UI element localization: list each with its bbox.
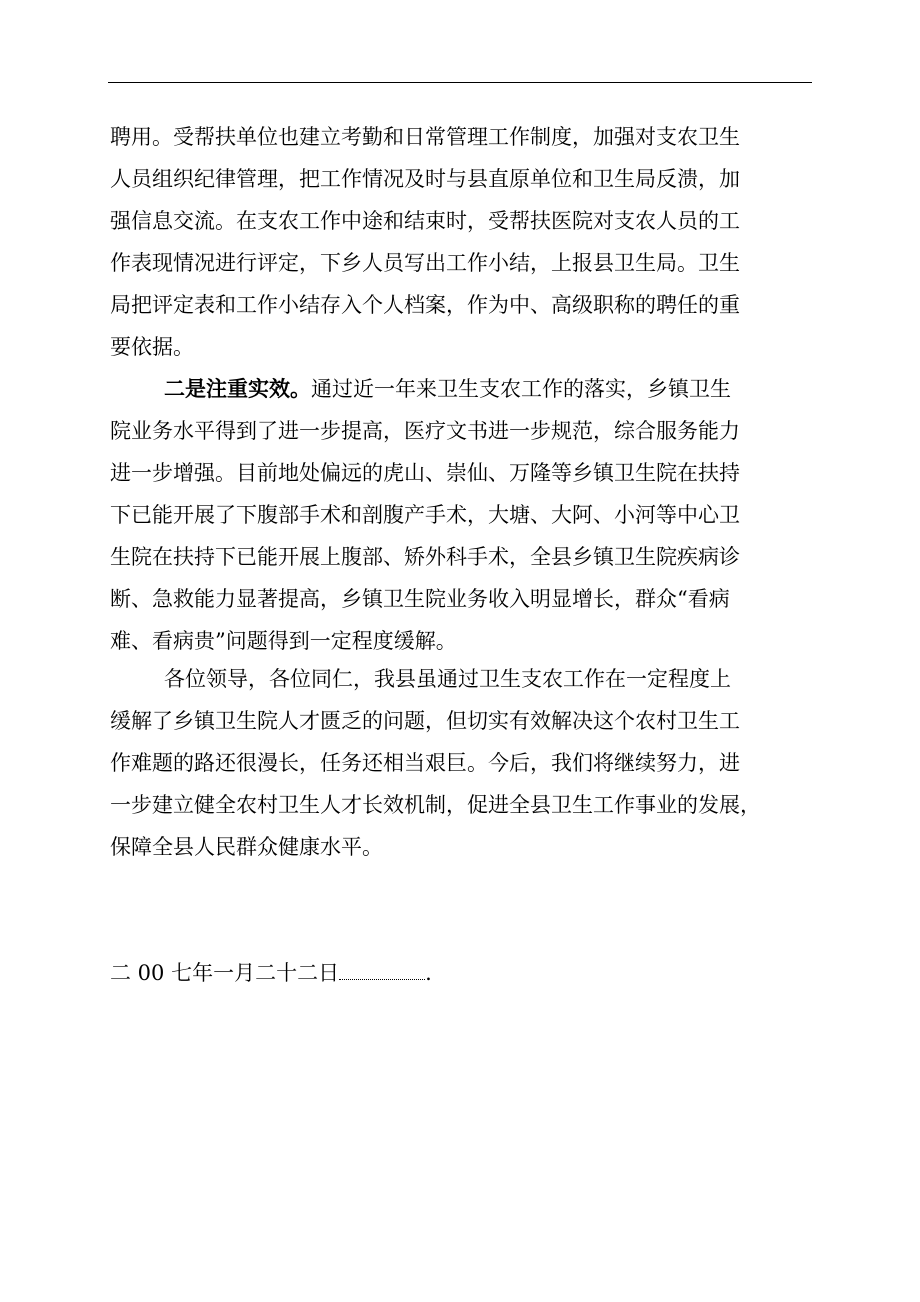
paragraph1-line-3: 强信息交流。在支农工作中途和结束时，受帮扶医院对支农人员的工 <box>110 209 740 233</box>
paragraph2-heading: 二是注重实效。 <box>164 376 311 401</box>
paragraph3-line-5: 保障全县人民群众健康水平。 <box>110 835 383 859</box>
paragraph2-line-4: 下已能开展了下腹部手术和剖腹产手术，大塘、大阿、小河等中心卫 <box>110 503 740 527</box>
paragraph2-line-2: 院业务水平得到了进一步提高，医疗文书进一步规范，综合服务能力 <box>110 419 740 443</box>
date-end: . <box>425 961 432 985</box>
paragraph1-line-4: 作表现情况进行评定，下乡人员写出工作小结，上报县卫生局。卫生 <box>110 251 740 275</box>
paragraph3-line-2: 缓解了乡镇卫生院人才匮乏的问题，但切实有效解决这个农村卫生工 <box>110 709 740 733</box>
paragraph2-first-line <box>164 374 731 404</box>
paragraph2-line-5: 生院在扶持下已能开展上腹部、矫外科手术，全县乡镇卫生院疾病诊 <box>110 545 740 569</box>
paragraph3-line-3: 作难题的路还很漫长，任务还相当艰巨。今后，我们将继续努力，进 <box>110 751 740 775</box>
paragraph2-first-line-text: 通过近一年来卫生支农工作的落实，乡镇卫生 <box>311 377 731 401</box>
paragraph3-first-line: 各位领导，各位同仁，我县虽通过卫生支农工作在一定程度上 <box>164 667 731 691</box>
header-rule <box>108 82 812 83</box>
paragraph1-line-2: 人员组织纪律管理，把工作情况及时与县直原单位和卫生局反溃，加 <box>110 167 740 191</box>
paragraph2-line-7: 难、看病贵”问题得到一定程度缓解。 <box>110 629 457 653</box>
paragraph1-line-5: 局把评定表和工作小结存入个人档案，作为中、高级职称的聘任的重 <box>110 293 740 317</box>
paragraph1-line-1: 聘用。受帮扶单位也建立考勤和日常管理工作制度，加强对支农卫生 <box>110 125 740 149</box>
paragraph3-line-4: 一步建立健全农村卫生人才长效机制，促进全县卫生工作事业的发展， <box>110 793 761 817</box>
date-line <box>110 958 432 988</box>
paragraph1-line-6: 要依据。 <box>110 335 194 359</box>
date-text: 二 00 七年一月二十二日 <box>110 961 340 985</box>
paragraph2-line-6: 断、急救能力显著提高，乡镇卫生院业务收入明显增长，群众“看病 <box>110 587 730 611</box>
date-underline <box>339 961 425 980</box>
paragraph2-line-3: 进一步增强。目前地处偏远的虎山、崇仙、万隆等乡镇卫生院在扶持 <box>110 461 740 485</box>
